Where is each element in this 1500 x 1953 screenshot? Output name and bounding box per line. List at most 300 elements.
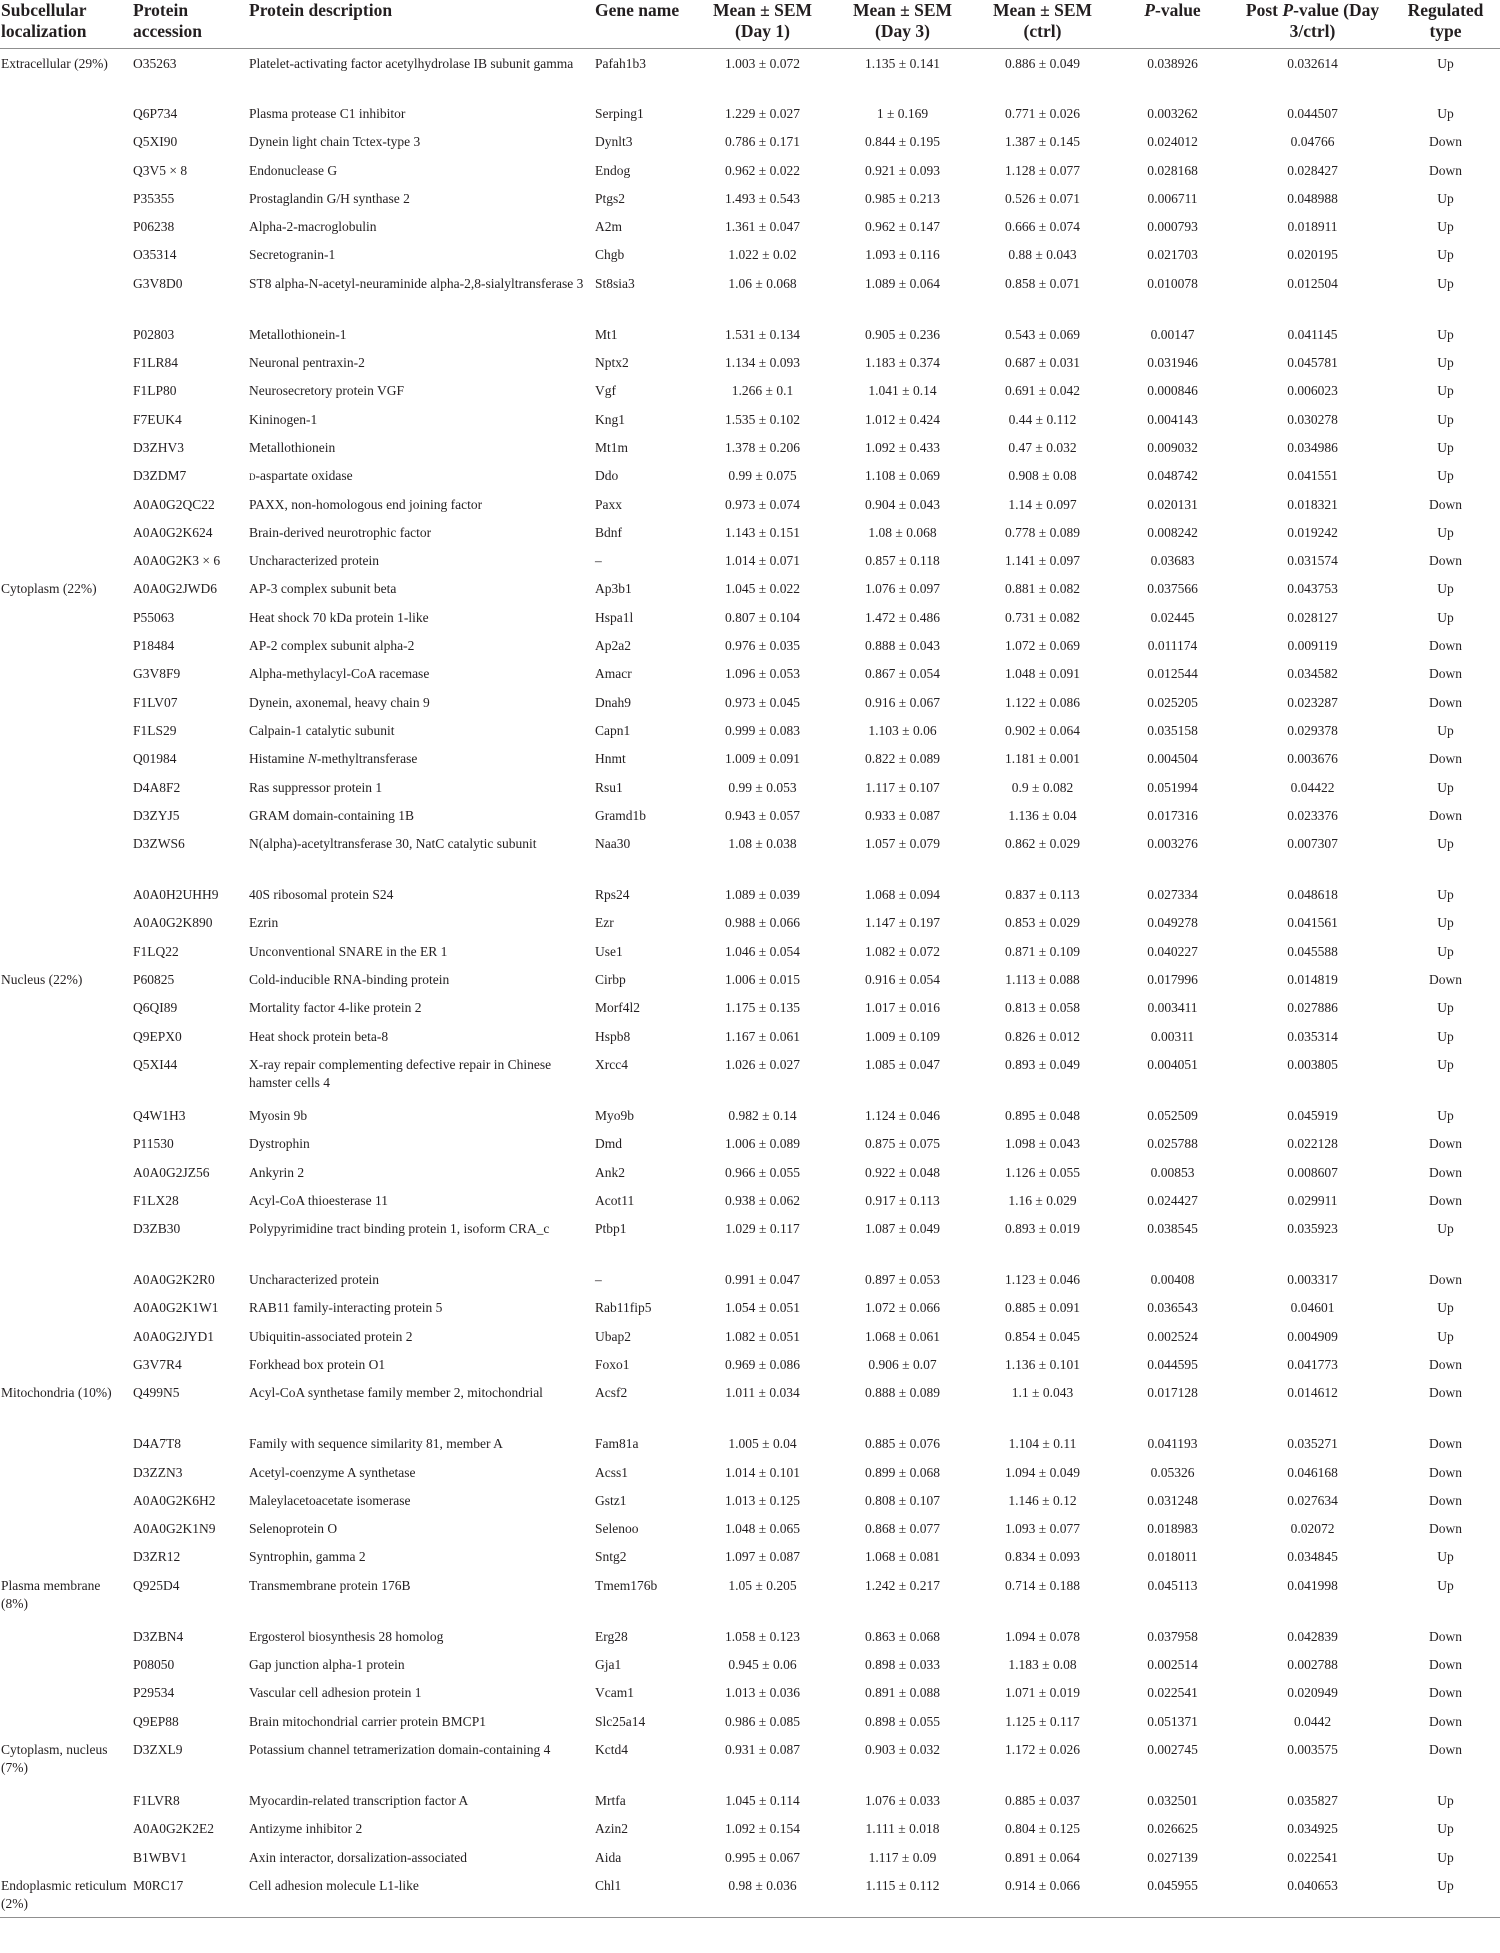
cell-mean-day3: 0.903 ± 0.032 [865, 1741, 940, 1757]
cell-pvalue: 0.010078 [1147, 275, 1198, 291]
cell-localization [0, 1514, 132, 1542]
cell-description: Secretogranin-1 [249, 247, 336, 263]
table-row [0, 156, 1500, 184]
cell-localization [0, 240, 132, 268]
cell-pvalue: 0.003411 [1147, 1000, 1198, 1016]
cell-accession: F1LQ22 [133, 943, 179, 959]
cell-regulated-type: Down [1429, 134, 1462, 150]
cell-mean-day3: 1.08 ± 0.068 [868, 524, 937, 540]
cell-localization [0, 716, 132, 744]
cell-mean-ctrl: 0.914 ± 0.066 [974, 1871, 1114, 1918]
cell-post-pvalue: 0.035271 [1287, 1436, 1338, 1452]
cell-gene: Dnah9 [595, 694, 631, 710]
cell-gene: St8sia3 [595, 275, 635, 291]
table-row [0, 574, 1500, 602]
cell-mean-day1: 0.99 ± 0.075 [728, 468, 797, 484]
cell-mean-day3: 1.124 ± 0.046 [865, 1107, 940, 1123]
cell-regulated-type: Down [1429, 162, 1462, 178]
cell-mean-ctrl: 1.136 ± 0.101 [1005, 1356, 1080, 1372]
cell-pvalue: 0.045113 [1147, 1577, 1198, 1593]
cell-mean-day3: 1.068 ± 0.081 [865, 1549, 940, 1565]
cell-mean-ctrl: 1.16 ± 0.029 [1008, 1192, 1077, 1208]
cell-mean-day1: 1.003 ± 0.072 [725, 55, 800, 71]
cell-localization [0, 1214, 132, 1265]
cell-localization [0, 1542, 132, 1570]
cell-mean-day3: 0.863 ± 0.068 [865, 1628, 940, 1644]
cell-mean-ctrl: 1.122 ± 0.086 [1005, 694, 1080, 710]
cell-regulated-type: Up [1437, 1792, 1454, 1808]
cell-post-pvalue: 0.041145 [1287, 326, 1338, 342]
header-post-pvalue: Post P-value (Day 3/ctrl) [1245, 0, 1380, 41]
table-row [0, 965, 1500, 993]
cell-regulated-type: Down [1429, 1741, 1462, 1757]
cell-mean-day1: 1.493 ± 0.543 [725, 190, 800, 206]
cell-post-pvalue: 0.045588 [1287, 943, 1338, 959]
table-row [0, 490, 1500, 518]
cell-mean-day1: 0.973 ± 0.074 [725, 496, 800, 512]
cell-localization [0, 1458, 132, 1486]
cell-localization: Mitochondria (10%) [1, 1385, 112, 1401]
cell-description: Ras suppressor protein 1 [249, 779, 383, 795]
cell-mean-day1: 1.082 ± 0.051 [725, 1328, 800, 1344]
cell-description: N(alpha)-acetyltransferase 30, NatC catalytic subunit [249, 836, 537, 852]
cell-mean-day1: 1.08 ± 0.038 [728, 836, 797, 852]
cell-gene: Acot11 [595, 1192, 635, 1208]
cell-gene: Slc25a14 [595, 1713, 646, 1729]
table-row [0, 1542, 1500, 1570]
cell-gene: Xrcc4 [595, 1056, 628, 1072]
table-row [0, 48, 1500, 99]
cell-mean-day3: 1.117 ± 0.107 [865, 779, 940, 795]
cell-gene: Acsf2 [595, 1385, 628, 1401]
cell-mean-day1: 1.022 ± 0.02 [728, 247, 797, 263]
header-pvalue: P-value [1144, 0, 1201, 20]
cell-localization [0, 1101, 132, 1129]
table-row [0, 603, 1500, 631]
cell-gene: Naa30 [595, 836, 631, 852]
cell-description: GRAM domain-containing 1B [249, 807, 414, 823]
cell-mean-day3: 1 ± 0.169 [876, 106, 929, 121]
cell-description: Plasma protease C1 inhibitor [249, 106, 406, 121]
cell-mean-ctrl: 0.714 ± 0.188 [1005, 1577, 1080, 1593]
cell-regulated-type: Up [1394, 1871, 1500, 1918]
cell-localization [0, 993, 132, 1021]
cell-description: Dynein, axonemal, heavy chain 9 [249, 694, 430, 710]
cell-regulated-type: Down [1429, 496, 1462, 512]
cell-mean-day3: 0.867 ± 0.054 [865, 666, 940, 682]
cell-mean-ctrl: 0.908 ± 0.08 [1008, 468, 1077, 484]
cell-mean-day1: 0.938 ± 0.062 [725, 1192, 800, 1208]
cell-gene: Acss1 [595, 1464, 628, 1480]
cell-mean-ctrl: 0.895 ± 0.048 [1005, 1107, 1080, 1123]
cell-mean-day1: 0.962 ± 0.022 [725, 162, 800, 178]
cell-mean-day1: 1.029 ± 0.117 [725, 1221, 800, 1237]
cell-accession: Q6QI89 [133, 1000, 178, 1016]
cell-localization: Cytoplasm (22%) [1, 581, 97, 597]
cell-regulated-type: Up [1437, 219, 1454, 235]
table-row [0, 993, 1500, 1021]
cell-accession: P55063 [133, 609, 175, 625]
cell-pvalue: 0.00311 [1150, 1028, 1195, 1044]
cell-mean-day1: 1.048 ± 0.065 [725, 1521, 800, 1537]
table-row [0, 1843, 1500, 1871]
cell-pvalue: 0.003262 [1147, 106, 1198, 121]
cell-mean-day3: 1.135 ± 0.141 [865, 55, 940, 71]
cell-pvalue: 0.037958 [1147, 1628, 1198, 1644]
cell-post-pvalue: 0.008607 [1287, 1164, 1338, 1180]
cell-localization [0, 603, 132, 631]
cell-post-pvalue: 0.004909 [1287, 1328, 1338, 1344]
cell-description: Platelet-activating factor acetylhydrolase IB subunit gamma [249, 55, 574, 71]
cell-accession: Q5XI44 [133, 1056, 178, 1072]
cell-pvalue: 0.031248 [1147, 1492, 1198, 1508]
cell-regulated-type: Up [1437, 1577, 1454, 1593]
cell-gene: Pafah1b3 [595, 55, 646, 71]
cell-description: Metallothionein-1 [249, 326, 347, 342]
cell-description: Acyl-CoA thioesterase 11 [249, 1192, 388, 1208]
table-row [0, 1486, 1500, 1514]
cell-post-pvalue: 0.020949 [1287, 1685, 1338, 1701]
cell-mean-day1: 0.98 ± 0.036 [694, 1871, 834, 1918]
cell-accession: D3ZBN4 [133, 1628, 184, 1644]
cell-mean-ctrl: 0.854 ± 0.045 [1005, 1328, 1080, 1344]
cell-localization [0, 1158, 132, 1186]
cell-accession: D3ZHV3 [133, 439, 184, 455]
table-row [0, 348, 1500, 376]
cell-regulated-type: Down [1429, 694, 1462, 710]
cell-mean-ctrl: 0.891 ± 0.064 [1005, 1849, 1080, 1865]
cell-accession: B1WBV1 [133, 1849, 187, 1865]
cell-pvalue: 0.017996 [1147, 972, 1198, 988]
cell-pvalue: 0.025205 [1147, 694, 1198, 710]
cell-mean-day1: 1.013 ± 0.125 [725, 1492, 800, 1508]
header-regulated: Regulated type [1407, 0, 1484, 41]
cell-mean-day1: 1.096 ± 0.053 [725, 666, 800, 682]
cell-localization [0, 376, 132, 404]
cell-mean-day1: 0.988 ± 0.066 [725, 915, 800, 931]
cell-description: Axin interactor, dorsalization-associated [249, 1849, 468, 1865]
cell-localization [0, 1293, 132, 1321]
cell-mean-day3: 1.076 ± 0.097 [865, 581, 940, 597]
cell-post-pvalue: 0.048988 [1287, 190, 1338, 206]
cell-regulated-type: Up [1437, 1056, 1454, 1072]
header-description: Protein description [249, 0, 393, 20]
cell-mean-ctrl: 0.88 ± 0.043 [1008, 247, 1077, 263]
cell-gene: Selenoo [595, 1521, 639, 1537]
cell-gene: Nptx2 [595, 355, 629, 371]
cell-regulated-type: Up [1437, 383, 1454, 399]
cell-mean-day3: 0.985 ± 0.213 [865, 190, 940, 206]
cell-post-pvalue: 0.028127 [1287, 609, 1338, 625]
cell-post-pvalue: 0.007307 [1287, 836, 1338, 852]
cell-pvalue: 0.049278 [1147, 915, 1198, 931]
table-row [0, 1101, 1500, 1129]
cell-description: Family with sequence similarity 81, member A [249, 1436, 503, 1452]
cell-pvalue: 0.018011 [1147, 1549, 1198, 1565]
cell-mean-day3: 1.472 ± 0.486 [865, 609, 940, 625]
cell-regulated-type: Down [1429, 553, 1462, 569]
cell-pvalue: 0.004504 [1147, 751, 1198, 767]
cell-pvalue: 0.035158 [1147, 722, 1198, 738]
cell-mean-ctrl: 1.181 ± 0.001 [1005, 751, 1080, 767]
cell-gene: Vcam1 [595, 1685, 634, 1701]
cell-post-pvalue: 0.018911 [1287, 219, 1338, 235]
cell-accession: P11530 [133, 1136, 174, 1152]
cell-mean-day1: 0.966 ± 0.055 [725, 1164, 800, 1180]
cell-description: Vascular cell adhesion protein 1 [249, 1685, 422, 1701]
table-row [0, 320, 1500, 348]
cell-mean-day3: 1.242 ± 0.217 [865, 1577, 940, 1593]
cell-regulated-type: Down [1429, 751, 1462, 767]
cell-regulated-type: Up [1437, 411, 1454, 427]
cell-regulated-type: Up [1437, 779, 1454, 795]
cell-mean-ctrl: 0.9 ± 0.082 [1011, 779, 1074, 795]
cell-pvalue: 0.021703 [1147, 247, 1198, 263]
cell-localization [0, 1129, 132, 1157]
cell-mean-ctrl: 0.885 ± 0.037 [1005, 1792, 1080, 1808]
cell-mean-ctrl: 1.093 ± 0.077 [1005, 1521, 1080, 1537]
cell-post-pvalue: 0.041551 [1287, 468, 1338, 484]
cell-mean-day1: 1.143 ± 0.151 [725, 524, 800, 540]
table-row [0, 546, 1500, 574]
cell-accession: F1LV07 [133, 694, 178, 710]
cell-description: Forkhead box protein O1 [249, 1356, 386, 1372]
cell-gene: Hnmt [595, 751, 626, 767]
cell-gene: Hspa1l [595, 609, 634, 625]
cell-mean-day3: 0.922 ± 0.048 [865, 1164, 940, 1180]
cell-pvalue: 0.032501 [1147, 1792, 1198, 1808]
cell-post-pvalue: 0.012504 [1287, 275, 1338, 291]
cell-mean-ctrl: 0.893 ± 0.049 [1005, 1056, 1080, 1072]
cell-accession: P35355 [133, 190, 175, 206]
cell-regulated-type: Up [1437, 106, 1454, 121]
cell-mean-day3: 1.076 ± 0.033 [865, 1792, 940, 1808]
cell-gene: Capn1 [595, 722, 631, 738]
cell-pvalue: 0.052509 [1147, 1107, 1198, 1123]
cell-description: Kininogen-1 [249, 411, 318, 427]
table-row [0, 1022, 1500, 1050]
cell-localization [0, 1022, 132, 1050]
cell-accession: F1LX28 [133, 1192, 179, 1208]
cell-post-pvalue: 0.027634 [1287, 1492, 1338, 1508]
table-row [0, 716, 1500, 744]
table-row [0, 1707, 1500, 1735]
cell-post-pvalue: 0.014819 [1287, 972, 1338, 988]
cell-mean-ctrl: 0.826 ± 0.012 [1005, 1028, 1080, 1044]
cell-localization [0, 631, 132, 659]
cell-accession: G3V7R4 [133, 1356, 182, 1372]
cell-gene: Serping1 [595, 106, 644, 121]
cell-pvalue: 0.03683 [1150, 553, 1195, 569]
cell-mean-ctrl: 1.113 ± 0.088 [1005, 972, 1080, 988]
table-row [0, 1571, 1500, 1622]
table-row [0, 1378, 1500, 1429]
cell-post-pvalue: 0.002788 [1287, 1657, 1338, 1673]
cell-post-pvalue: 0.003676 [1287, 751, 1338, 767]
cell-mean-day1: 0.943 ± 0.057 [725, 807, 800, 823]
cell-regulated-type: Up [1437, 887, 1454, 903]
cell-accession: D3ZB30 [133, 1221, 181, 1237]
cell-pvalue: 0.038545 [1147, 1221, 1198, 1237]
table-row [0, 1293, 1500, 1321]
cell-description: Brain-derived neurotrophic factor [249, 524, 432, 540]
table-row [0, 744, 1500, 772]
cell-accession: P29534 [133, 1685, 175, 1701]
cell-accession: A0A0G2K3 × 6 [133, 553, 221, 569]
cell-post-pvalue: 0.046168 [1287, 1464, 1338, 1480]
cell-localization: Endoplasmic reticulum (2%) [0, 1871, 132, 1918]
cell-localization [0, 1429, 132, 1457]
cell-mean-day3: 1.111 ± 0.018 [865, 1821, 940, 1837]
table-row [0, 688, 1500, 716]
cell-pvalue: 0.018983 [1147, 1521, 1198, 1537]
cell-mean-day3: 1.103 ± 0.06 [868, 722, 937, 738]
cell-regulated-type: Up [1437, 722, 1454, 738]
cell-accession: A0A0G2K2R0 [133, 1272, 215, 1288]
cell-localization [0, 269, 132, 320]
cell-mean-ctrl: 0.885 ± 0.091 [1005, 1300, 1080, 1316]
cell-pvalue: 0.004143 [1147, 411, 1198, 427]
table-row [0, 1871, 1500, 1918]
cell-pvalue: 0.044595 [1147, 1356, 1198, 1372]
cell-mean-day1: 1.006 ± 0.089 [725, 1136, 800, 1152]
table-row [0, 240, 1500, 268]
cell-post-pvalue: 0.02072 [1290, 1521, 1335, 1537]
cell-description: Ezrin [249, 915, 279, 931]
cell-post-pvalue: 0.022128 [1287, 1136, 1338, 1152]
cell-regulated-type: Up [1437, 55, 1454, 71]
cell-mean-day3: 0.933 ± 0.087 [865, 807, 940, 823]
cell-pvalue: 0.008242 [1147, 524, 1198, 540]
table-row [0, 269, 1500, 320]
cell-localization [0, 880, 132, 908]
cell-post-pvalue: 0.041561 [1287, 915, 1338, 931]
cell-mean-day1: 1.097 ± 0.087 [725, 1549, 800, 1565]
cell-post-pvalue: 0.023376 [1287, 807, 1338, 823]
cell-gene: – [595, 1272, 602, 1288]
header-localization: Subcellular localization [1, 0, 87, 41]
cell-gene: Amacr [595, 666, 632, 682]
cell-regulated-type: Up [1437, 915, 1454, 931]
table-row [0, 1322, 1500, 1350]
cell-accession: Q4W1H3 [133, 1107, 186, 1123]
cell-post-pvalue: 0.043753 [1287, 581, 1338, 597]
cell-pvalue: 0.00408 [1150, 1272, 1195, 1288]
cell-mean-day3: 1.057 ± 0.079 [865, 836, 940, 852]
cell-post-pvalue: 0.035314 [1287, 1028, 1338, 1044]
cell-localization: Nucleus (22%) [1, 972, 83, 988]
cell-regulated-type: Up [1437, 1000, 1454, 1016]
cell-mean-day3: 1.092 ± 0.433 [865, 439, 940, 455]
cell-pvalue: 0.012544 [1147, 666, 1198, 682]
cell-gene: Ubap2 [595, 1328, 631, 1344]
cell-gene: Hspb8 [595, 1028, 631, 1044]
cell-pvalue: 0.024012 [1147, 134, 1198, 150]
cell-gene: Tmem176b [595, 1577, 658, 1593]
cell-gene: Fam81a [595, 1436, 639, 1452]
cell-mean-day3: 0.905 ± 0.236 [865, 326, 940, 342]
cell-post-pvalue: 0.045781 [1287, 355, 1338, 371]
cell-mean-day3: 1.117 ± 0.09 [868, 1849, 937, 1865]
cell-mean-day1: 1.009 ± 0.091 [725, 751, 800, 767]
cell-regulated-type: Up [1437, 1328, 1454, 1344]
cell-mean-ctrl: 0.771 ± 0.026 [1005, 106, 1080, 121]
cell-mean-ctrl: 1.072 ± 0.069 [1005, 638, 1080, 654]
cell-accession: A0A0G2JYD1 [133, 1328, 214, 1344]
cell-regulated-type: Up [1437, 275, 1454, 291]
cell-mean-ctrl: 1.387 ± 0.145 [1005, 134, 1080, 150]
cell-mean-ctrl: 0.902 ± 0.064 [1005, 722, 1080, 738]
cell-localization [0, 1814, 132, 1842]
cell-gene: Aida [595, 1849, 622, 1865]
cell-accession: Q499N5 [133, 1385, 180, 1401]
cell-mean-day1: 1.046 ± 0.054 [725, 943, 800, 959]
cell-localization [0, 99, 132, 127]
cell-mean-day1: 1.05 ± 0.205 [728, 1577, 797, 1593]
cell-post-pvalue: 0.034986 [1287, 439, 1338, 455]
cell-description: Alpha-methylacyl-CoA racemase [249, 666, 430, 682]
cell-regulated-type: Down [1429, 1464, 1462, 1480]
header-day1: Mean ± SEM (Day 1) [712, 0, 813, 41]
cell-description: Dystrophin [249, 1136, 310, 1152]
cell-mean-ctrl: 1.104 ± 0.11 [1008, 1436, 1077, 1452]
cell-description: AP-2 complex subunit alpha-2 [249, 638, 415, 654]
cell-localization [0, 212, 132, 240]
cell-accession: Q3V5 × 8 [133, 162, 188, 178]
cell-accession: D4A7T8 [133, 1436, 181, 1452]
cell-mean-day3: 0.916 ± 0.067 [865, 694, 940, 710]
cell-mean-day1: 0.807 ± 0.104 [725, 609, 800, 625]
table-row [0, 1786, 1500, 1814]
cell-localization: Extracellular (29%) [1, 55, 108, 71]
cell-gene: A2m [595, 219, 622, 235]
table-row [0, 1158, 1500, 1186]
cell-accession: Q925D4 [133, 1577, 180, 1593]
cell-regulated-type: Up [1437, 468, 1454, 484]
cell-mean-day1: 1.005 ± 0.04 [728, 1436, 797, 1452]
cell-accession: F1LP80 [133, 383, 177, 399]
cell-pvalue: 0.024427 [1147, 1192, 1198, 1208]
cell-mean-day3: 0.868 ± 0.077 [865, 1521, 940, 1537]
cell-localization [0, 156, 132, 184]
cell-localization [0, 1265, 132, 1293]
cell-regulated-type: Down [1429, 1436, 1462, 1452]
cell-accession: Q6P734 [133, 106, 178, 121]
table-row [0, 1214, 1500, 1265]
cell-mean-ctrl: 0.691 ± 0.042 [1005, 383, 1080, 399]
cell-localization [0, 829, 132, 880]
cell-mean-day1: 1.045 ± 0.022 [725, 581, 800, 597]
cell-pvalue: 0.022541 [1147, 1685, 1198, 1701]
cell-post-pvalue: 0.019242 [1287, 524, 1338, 540]
cell-gene: Erg28 [595, 1628, 628, 1644]
cell-accession: Q01984 [133, 751, 177, 767]
cell-mean-ctrl: 0.778 ± 0.089 [1005, 524, 1080, 540]
cell-mean-day3: 1.108 ± 0.069 [865, 468, 940, 484]
cell-description: Ergosterol biosynthesis 28 homolog [249, 1628, 444, 1644]
cell-gene: Rab11fip5 [595, 1300, 652, 1316]
cell-mean-day1: 1.167 ± 0.061 [725, 1028, 800, 1044]
table-row [0, 184, 1500, 212]
cell-mean-day3: 0.898 ± 0.033 [865, 1657, 940, 1673]
cell-mean-ctrl: 1.172 ± 0.026 [1005, 1741, 1080, 1757]
cell-accession: Q9EP88 [133, 1713, 179, 1729]
cell-mean-day3: 0.916 ± 0.054 [865, 972, 940, 988]
cell-accession: F1LR84 [133, 355, 179, 371]
cell-mean-ctrl: 1.141 ± 0.097 [1005, 553, 1080, 569]
table-row [0, 1350, 1500, 1378]
cell-mean-day1: 1.011 ± 0.034 [725, 1385, 800, 1401]
